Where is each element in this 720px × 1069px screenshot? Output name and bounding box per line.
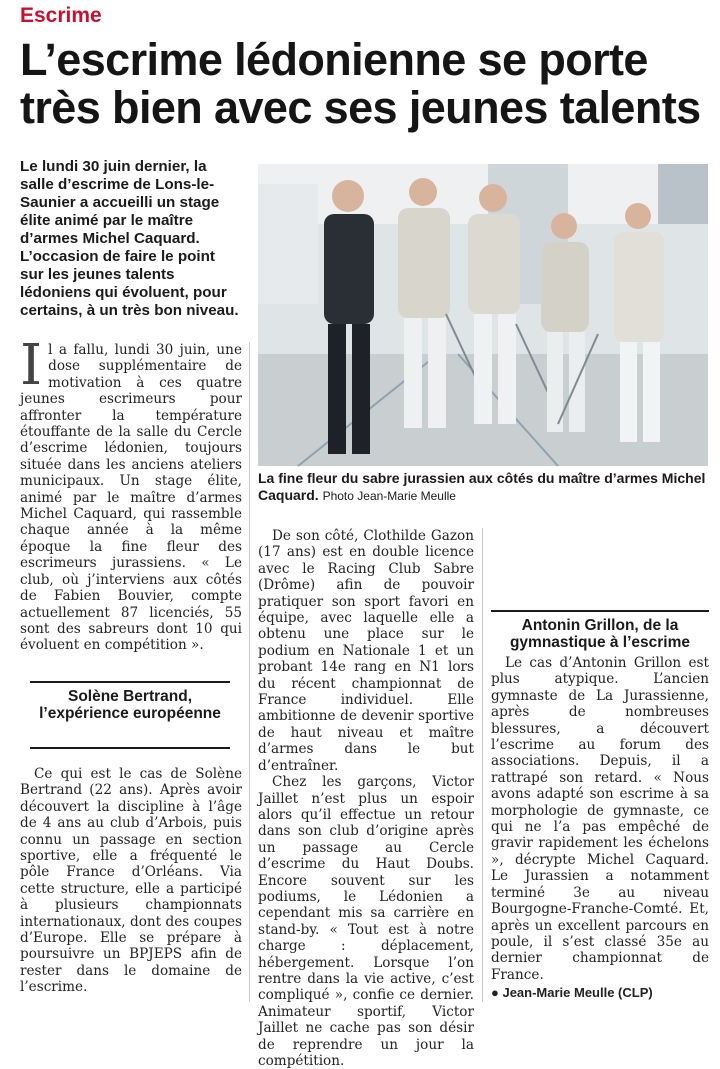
article-headline: L’escrime lédonienne se porte très bien avec ses jeunes talents bbox=[20, 34, 701, 133]
subhead-solene: Solène Bertrand, l’expérience européenne bbox=[39, 688, 221, 722]
photo-credit: Photo Jean-Marie Meulle bbox=[322, 489, 456, 503]
subhead-rule bbox=[30, 681, 230, 683]
fencers-group-photo bbox=[258, 164, 708, 466]
subhead-antonin: Antonin Grillon, de la gymnastique à l’escrime bbox=[509, 617, 691, 651]
article-lead: Le lundi 30 juin dernier, la salle d’escrime de Lons-le-Saunier a accueilli un stage élite animé par le maître d’armes Michel Caquard. L’occasion de faire le point sur les jeunes talents lédoniens qui évoluent, pour certains, à un très bon niveau. bbox=[20, 158, 239, 319]
caption-text: La fine fleur du sabre jurassien aux côtés du maître d’armes Michel Caquard. bbox=[258, 470, 706, 503]
subhead-rule bbox=[30, 747, 230, 749]
article-column-3 bbox=[491, 655, 709, 983]
paragraph-victor: Chez les garçons, Victor Jaillet n’est plus un espoir alors qu’il effectue un retour dans son club d’origine après un passage au Cercle d’escrime du Haut Doubs. Encore souvent sur les podiums, le Lédonien a cependant mis sa carrière en stand-by. « Tout est à notre charge : déplacement, hébergement. Lorsque l’on rentre dans la vie active, c’est compliqué », confie ce dernier. Animateur sportif, Victor Jaillet ne cache pas son désir de reprendre un jour la compétition. bbox=[258, 774, 474, 1069]
article-photo bbox=[258, 164, 708, 466]
paragraph-clothilde: De son côté, Clothilde Gazon (17 ans) est en double licence avec le Racing Club Sabre (Drôme) afin de pouvoir pratiquer son sport favori en équipe, avec laquelle elle a obtenu une place sur le podium en Nationale 1 et un probant 14e rang en N1 lors du récent championnat de France individuel. Elle ambitionne de devenir sportive de haut niveau et maître d’armes dans le but d’entraîner. bbox=[258, 528, 474, 774]
author-signature: ● Jean-Marie Meulle (CLP) bbox=[491, 985, 653, 1000]
paragraph-intro: l a fallu, lundi 30 juin, une dose supplémentaire de motivation à ces quatre jeunes escrimeurs pour affronter la température étouffante de la salle du Cercle d’escrime lédonien, toujours située dans les anciens ateliers municipaux. Un stage élite, animé par le maître d’armes Michel Caquard, qui rassemble chaque année à la même époque la fine fleur des escrimeurs jurassiens. « Le club, où j’interviens aux côtés de Fabien Bouvier, compte actuellement 87 licenciés, 55 sont des sabreurs dont 10 qui évoluent en compétition ». bbox=[20, 342, 242, 654]
drop-cap: I bbox=[20, 333, 43, 398]
paragraph-solene: Ce qui est le cas de Solène Bertrand (22 ans). Après avoir découvert la discipline à l’âge de 4 ans au club d’Arbois, puis connu un passage en section sportive, elle a fréquenté le pôle France d’Orléans. Via cette structure, elle a participé à plusieurs championnats internationaux, dont des coupes d’Europe. Elle se prépare à poursuivre un BPJEPS afin de rester dans le domaine de l’escrime. bbox=[20, 766, 242, 996]
subhead-rule bbox=[491, 610, 709, 612]
section-rubric: Escrime bbox=[20, 4, 102, 27]
column-divider bbox=[482, 528, 483, 1002]
photo-caption bbox=[258, 470, 710, 505]
paragraph-antonin: Le cas d’Antonin Grillon est plus atypique. L’ancien gymnaste de La Jurassienne, après de nombreuses blessures, a découvert l’escrime au forum des associations. Depuis, il a rattrapé son retard. « Nous avons adapté son escrime à sa morphologie de gymnaste, ce qui ne l’a pas empêché de gravir rapidement les échelons », décrypte Michel Caquard. Le Jurassien a notamment terminé 3e au niveau Bourgogne-Franche-Comté. Et, après un excellent parcours en poule, il s’est classé 35e au dernier championnat de France. bbox=[491, 655, 709, 983]
article-column-1b bbox=[20, 766, 242, 996]
article-column-2 bbox=[258, 528, 474, 1069]
column-divider bbox=[249, 342, 250, 1002]
article-column-1 bbox=[20, 333, 242, 654]
